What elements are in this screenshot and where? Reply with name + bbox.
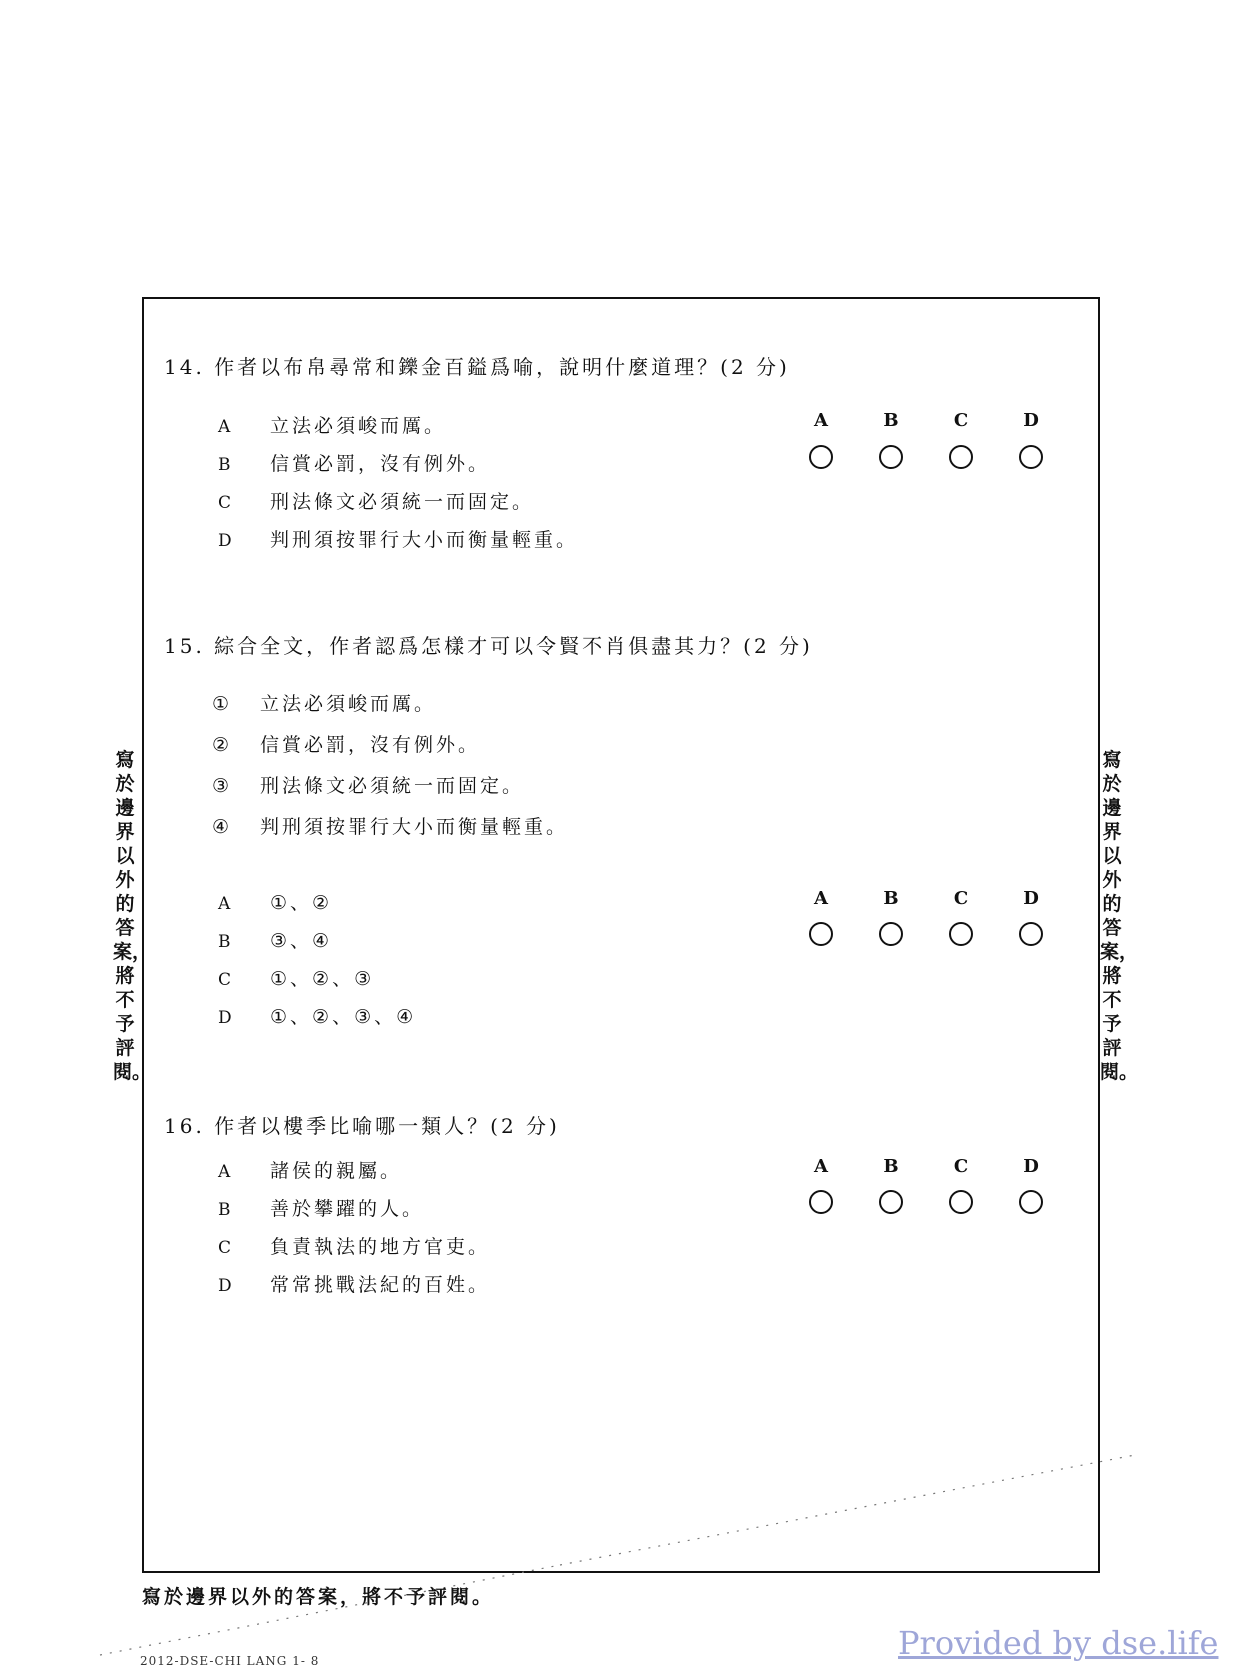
q15-bubble-label-c: C [953,888,969,909]
q15-statement-1: ① 立法必須峻而厲。 [212,693,437,715]
q15-bubble-label-b: B [883,888,899,909]
footer-code: 2012-DSE-CHI LANG 1- 8 [140,1654,320,1668]
q15-option-d: D ①、②、③、④ [218,1006,417,1028]
bottom-note: 寫於邊界以外的答案，將不予評閱。 [142,1586,495,1608]
q15-statement-4: ④ 判刑須按罪行大小而衡量輕重。 [212,816,569,838]
question-16-stem: 16. 作者以樓季比喻哪一類人？(2 分) [164,1114,560,1138]
side-note-left: 寫於邊界以外的答案，將不予評閱。 [113,749,152,1083]
q16-option-c: C 負責執法的地方官吏。 [218,1236,491,1258]
provider-watermark[interactable]: Provided by dse.life [898,1624,1219,1662]
side-note-right: 寫於邊界以外的答案，將不予評閱。 [1100,749,1139,1083]
q14-bubble-label-b: B [883,410,899,431]
q14-bubble-label-a: A [814,410,828,431]
q14-option-d: D 判刑須按罪行大小而衡量輕重。 [218,529,579,551]
q15-statement-2: ② 信賞必罰，沒有例外。 [212,734,481,756]
question-15-stem: 15. 綜合全文，作者認爲怎樣才可以令賢不肖俱盡其力？(2 分) [164,634,813,658]
question-14-stem: 14. 作者以布帛尋常和鑠金百鎰爲喻，說明什麼道理？(2 分) [164,355,790,379]
q14-bubble-label-d: D [1023,410,1039,431]
q15-bubble-label-a: A [814,888,828,909]
q16-bubble-label-b: B [883,1156,899,1177]
q14-bubble-label-c: C [953,410,969,431]
q15-option-a: A ①、② [218,892,333,914]
scan-dotted-line-2 [100,1565,560,1655]
scan-dotted-line-1 [560,1455,1135,1565]
q15-statement-3: ③ 刑法條文必須統一而固定。 [212,775,525,797]
q16-bubble-label-d: D [1023,1156,1039,1177]
q15-option-c: C ①、②、③ [218,968,375,990]
q14-option-c: C 刑法條文必須統一而固定。 [218,491,535,513]
q16-option-b: B 善於攀躍的人。 [218,1198,425,1220]
q14-option-a: A 立法必須峻而厲。 [218,415,447,437]
q16-bubble-label-a: A [814,1156,828,1177]
q15-bubble-label-d: D [1023,888,1039,909]
q16-bubble-label-c: C [953,1156,969,1177]
q14-option-b: B 信賞必罰，沒有例外。 [218,453,491,475]
q15-option-b: B ③、④ [218,930,333,952]
q16-option-d: D 常常挑戰法紀的百姓。 [218,1274,491,1296]
q16-option-a: A 諸侯的親屬。 [218,1160,403,1182]
